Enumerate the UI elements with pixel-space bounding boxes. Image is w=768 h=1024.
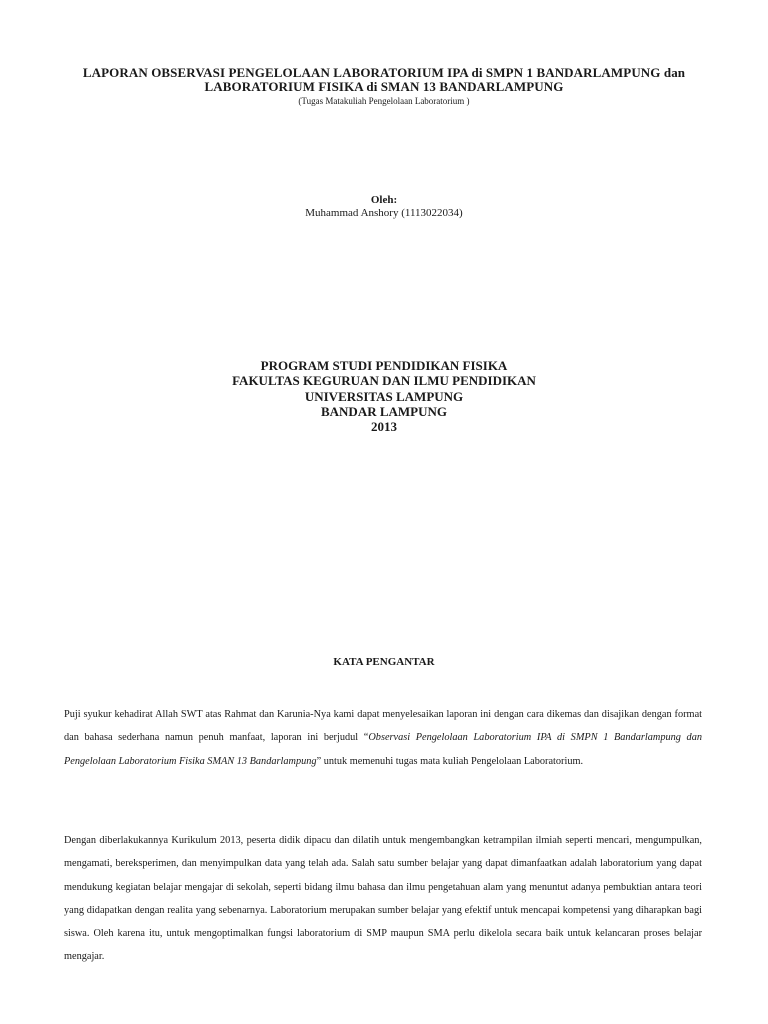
paragraph-1-text: Puji syukur kehadirat Allah SWT atas Rahmat dan Karunia-Nya kami dapat menyelesaikan laporan ini dengan cara dikemas dan disajikan dengan format dan bahasa sederhana namun penuh manfaat, laporan ini berjudul “: [64, 709, 702, 744]
paragraph-2: Dengan diberlakukannya Kurikulum 2013, peserta didik dipacu dan dilatih untuk mengembangkan ketrampilan ilmiah seperti mencari, mengumpulkan, mengamati, bereksperimen, dan menyimpulkan data yang telah ada. Salah satu sumber belajar yang dapat dimanfaatkan adalah laboratorium yang dapat mendukung kegiatan belajar mengajar di sekolah, seperti bidang ilmu bahasa dan ilmu pengetahuan alam yang menuntut adanya pembuktian antara teori yang didapatkan dengan realita yang sebenarnya. Laboratorium merupakan sumber belajar yang efektif untuk mencapai kompetensi yang diharapkan bagi siswa. Oleh karena itu, untuk mengoptimalkan fungsi laboratorium di SMP maupun SMA perlu dikelola secara baik untuk kelancaran proses belajar mengajar.: [64, 835, 702, 963]
study-program: PROGRAM STUDI PENDIDIKAN FISIKA: [260, 358, 508, 373]
author-name: Muhammad Anshory (1113022034): [305, 207, 463, 219]
paragraph-1-text-end: ” untuk memenuhi tugas mata kuliah Pengelolaan Laboratorium.: [316, 755, 584, 767]
university: UNIVERSITAS LAMPUNG: [304, 388, 464, 404]
faculty: FAKULTAS KEGURUAN DAN ILMU PENDIDIKAN: [232, 373, 536, 389]
report-title-line-2: LABORATORIUM FISIKA di SMAN 13 BANDARLAMPUNG: [204, 79, 564, 94]
paragraph-1: [64, 703, 702, 773]
report-title-line-1: LAPORAN OBSERVASI PENGELOLAAN LABORATORIUM IPA di SMPN 1 BANDARLAMPUNG dan: [82, 65, 686, 80]
section-heading: KATA PENGANTAR: [333, 656, 435, 668]
year: 2013: [371, 419, 397, 435]
report-subtitle: (Tugas Matakuliah Pengelolaan Laboratorium ): [298, 96, 470, 106]
report-title: [60, 66, 708, 94]
institution-block: [60, 358, 708, 434]
author-label: Oleh:: [370, 194, 398, 206]
city: BANDAR LAMPUNG: [320, 403, 448, 419]
author-block: [60, 194, 708, 220]
report-title-italic: Observasi Pengelolaan Laboratorium IPA di SMPN 1 Bandarlampung dan Pengelolaan Laboratorium Fisika SMAN 13 Bandarlampung: [64, 732, 703, 767]
